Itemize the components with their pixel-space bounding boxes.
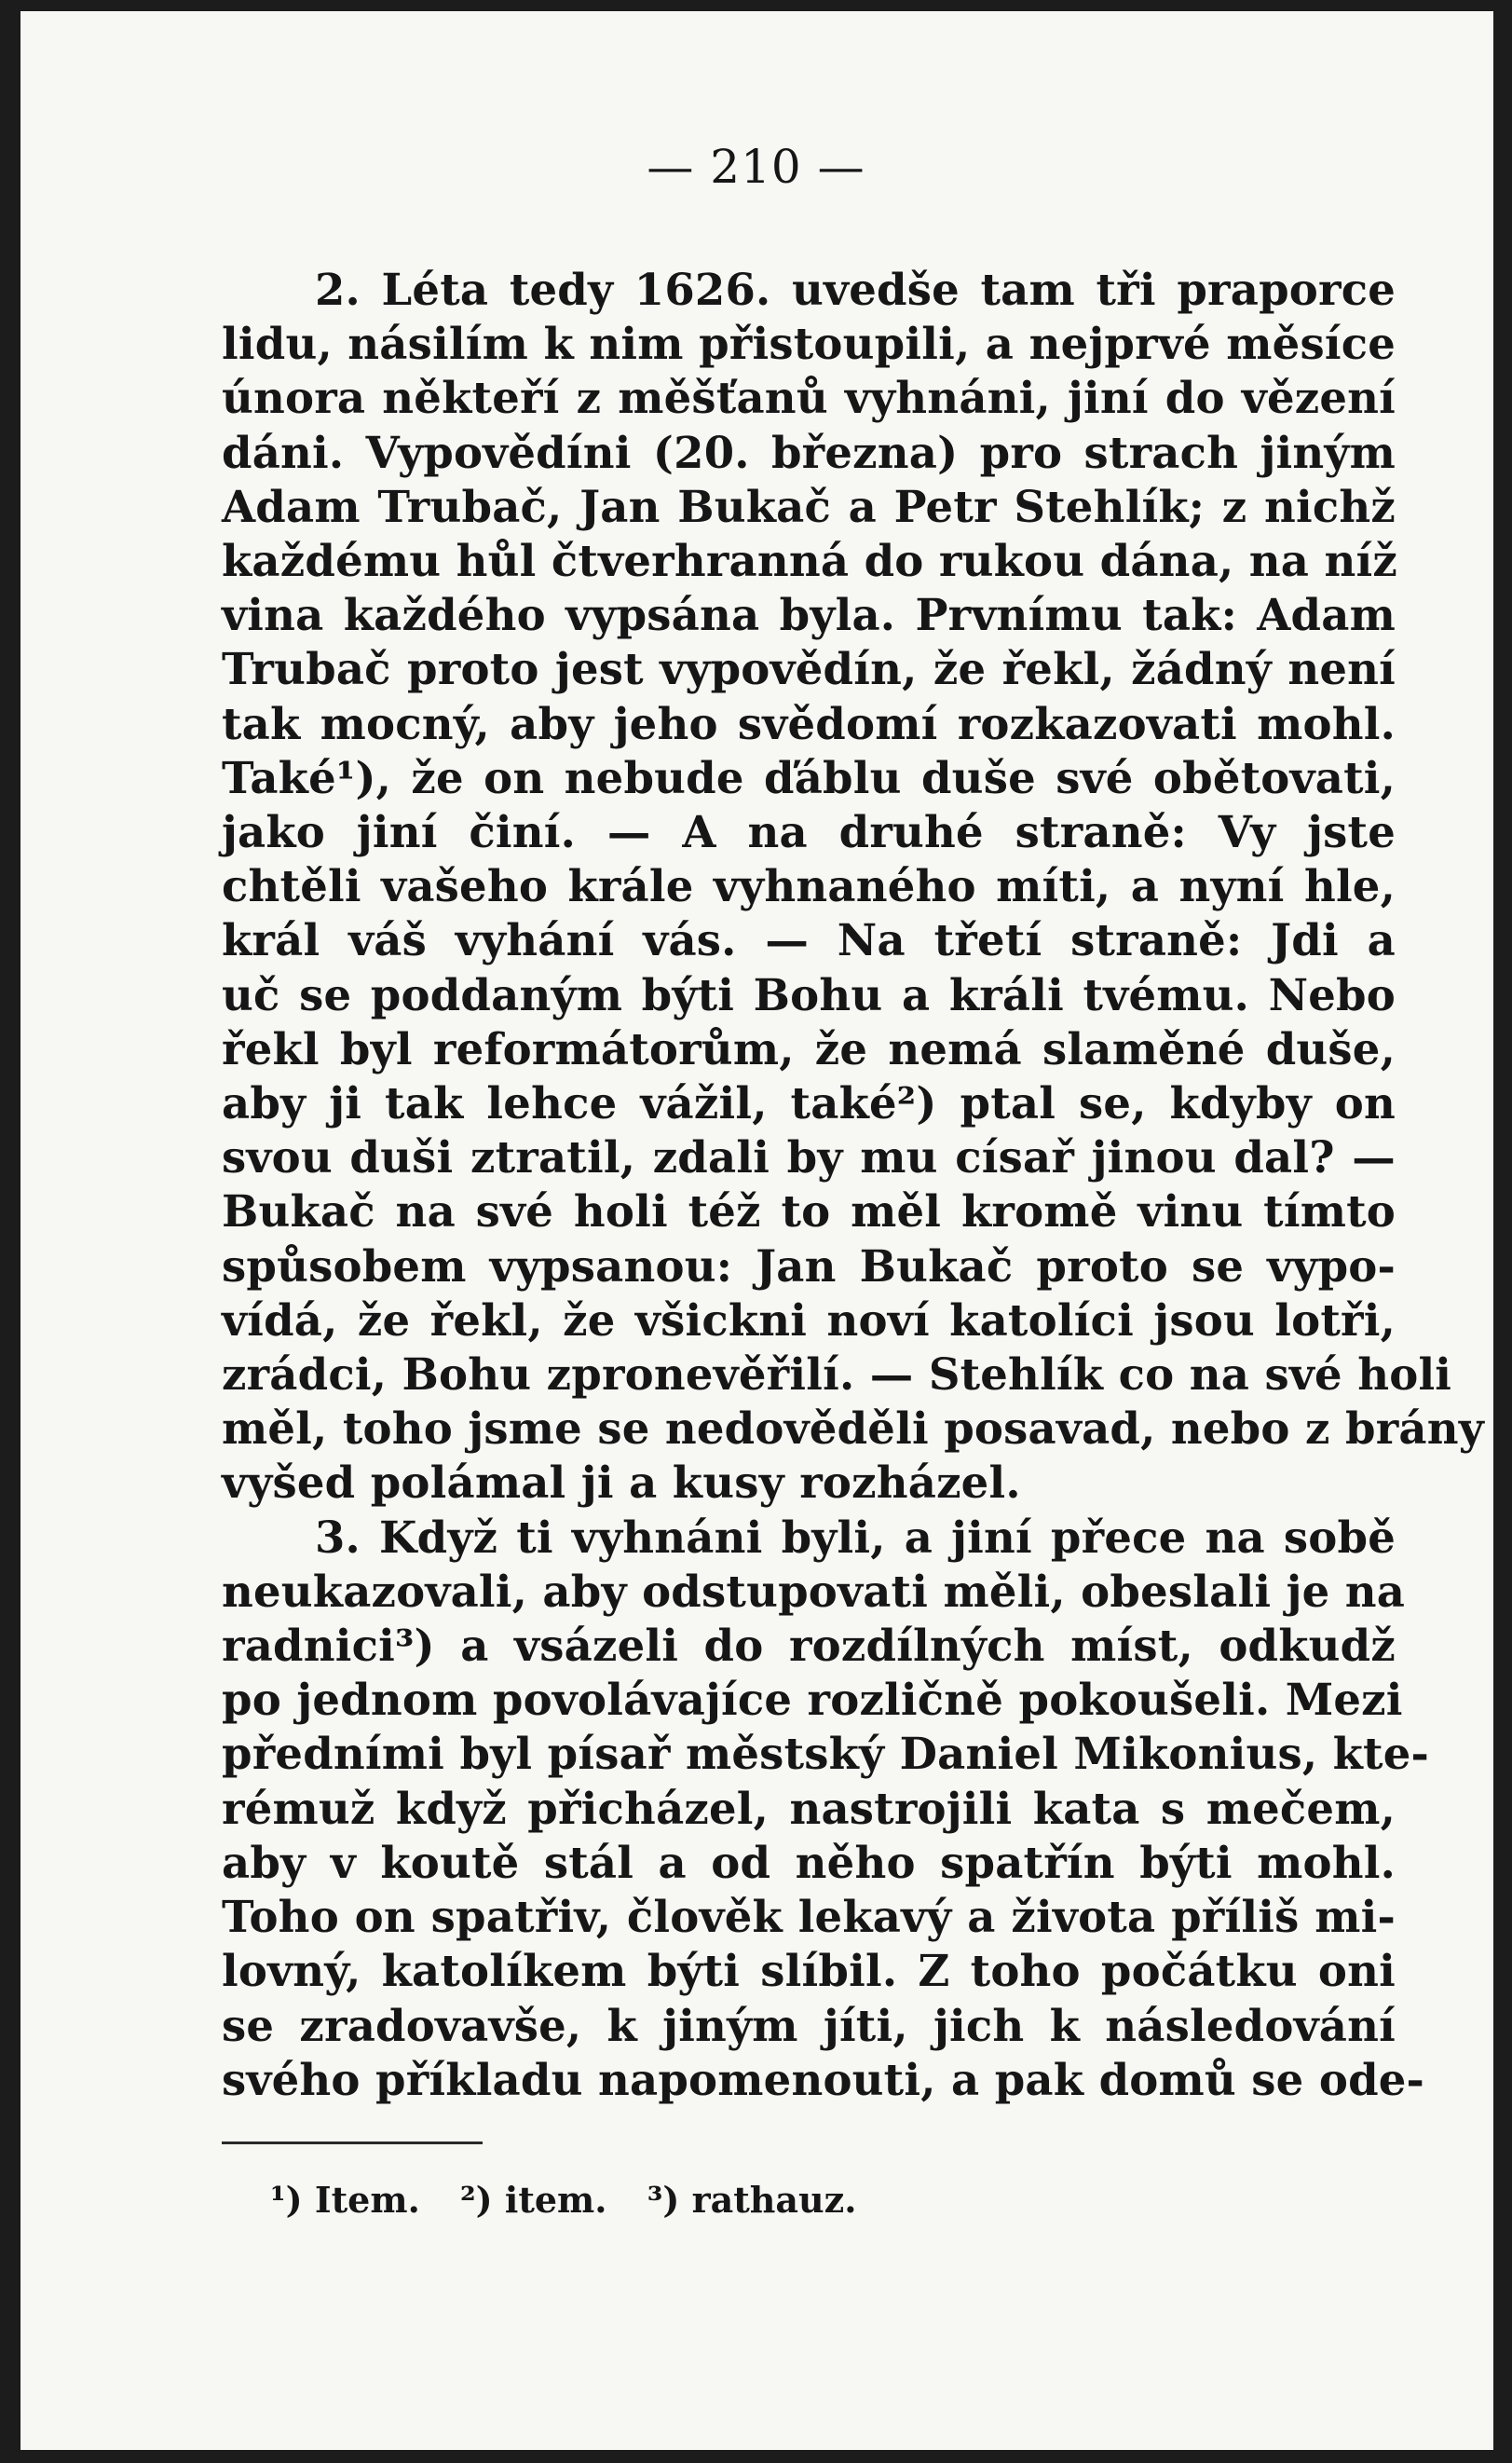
text-line: král váš vyhání vás. — Na třetí straně: Jdi a <box>222 914 1396 966</box>
footnote-1: ¹) Item. <box>270 2179 420 2221</box>
text-line: Bukač na své holi též to měl kromě vinu tímto <box>222 1185 1396 1238</box>
text-line: lovný, katolíkem býti slíbil. Z toho počátku oni <box>222 1945 1396 1997</box>
text-line: vídá, že řekl, že všickni noví katolíci jsou lotři, <box>222 1293 1396 1346</box>
body-text <box>222 263 1484 2107</box>
text-line: uč se poddaným býti Bohu a králi tvému. Nebo <box>222 968 1396 1020</box>
text-line: zrádci, Bohu zpronevěřilí. — Stehlík co na své holi <box>222 1348 1452 1401</box>
text-line: lidu, násilím k nim přistoupili, a nejprvé měsíce <box>222 318 1396 370</box>
text-line: vyšed polámal ji a kusy rozházel. <box>222 1457 1021 1509</box>
text-line: aby v koutě stál a od něho spatřín býti mohl. <box>222 1836 1396 1888</box>
text-line: Toho on spatřiv, člověk lekavý a života příliš mi- <box>222 1891 1396 1943</box>
text-line: vina každého vypsána byla. Prvnímu tak: Adam <box>222 589 1396 641</box>
text-line: radnici³) a vsázeli do rozdílných míst, odkudž <box>222 1620 1396 1672</box>
scan-border-top <box>0 0 1512 11</box>
text-line: svého příkladu napomenouti, a pak domů se ode- <box>222 2053 1425 2105</box>
text-line: předními byl písař městský Daniel Mikonius, kte- <box>222 1728 1430 1780</box>
footnote-separator <box>222 2141 483 2144</box>
text-line: rémuž když přicházel, nastrojili kata s mečem, <box>222 1782 1396 1834</box>
text-line: Také¹), že on nebude ďáblu duše své obětovati, <box>222 751 1396 803</box>
text-line: po jednom povolávajíce rozličně pokoušeli. Mezi <box>222 1674 1403 1726</box>
text-line: chtěli vašeho krále vyhnaného míti, a nyní hle, <box>222 860 1396 912</box>
page-number: — 210 — <box>647 140 865 194</box>
text-line: řekl byl reformátorům, že nemá slaměné duše, <box>222 1022 1396 1074</box>
footnote-2: ²) item. <box>460 2179 607 2221</box>
text-line: 3. Když ti vyhnáni byli, a jiní přece na sobě <box>315 1511 1396 1563</box>
scan-border-bottom <box>0 2450 1512 2463</box>
text-line: Trubač proto jest vypovědín, že řekl, žádný není <box>222 643 1396 695</box>
text-line: se zradovavše, k jiným jíti, jich k následování <box>222 1999 1396 2051</box>
footnote-3: ³) rathauz. <box>647 2179 857 2221</box>
text-line: dáni. Vypovědíni (20. března) pro strach jiným <box>222 426 1396 478</box>
text-line: jako jiní činí. — A na druhé straně: Vy jste <box>222 806 1396 858</box>
text-line: 2. Léta tedy 1626. uvedše tam tři praporce <box>315 264 1396 315</box>
text-line: aby ji tak lehce vážil, také²) ptal se, kdyby on <box>222 1077 1396 1129</box>
scan-border-left <box>0 0 20 2463</box>
text-line: února někteří z měšťanů vyhnáni, jiní do vězení <box>222 372 1396 424</box>
footnotes <box>270 2179 884 2221</box>
text-line: neukazovali, aby odstupovati měli, obeslali je na <box>222 1565 1406 1617</box>
scan-border-right <box>1493 0 1512 2463</box>
text-line: svou duši ztratil, zdali by mu císař jinou dal? — <box>222 1131 1396 1184</box>
text-line: spůsobem vypsanou: Jan Bukač proto se vypo- <box>222 1239 1396 1292</box>
text-line: Adam Trubač, Jan Bukač a Petr Stehlík; z nichž <box>222 480 1396 532</box>
text-line: každému hůl čtverhranná do rukou dána, na níž <box>222 535 1398 587</box>
text-line: měl, toho jsme se nedověděli posavad, nebo z brány <box>222 1403 1484 1455</box>
text-line: tak mocný, aby jeho svědomí rozkazovati mohl. <box>222 697 1396 749</box>
